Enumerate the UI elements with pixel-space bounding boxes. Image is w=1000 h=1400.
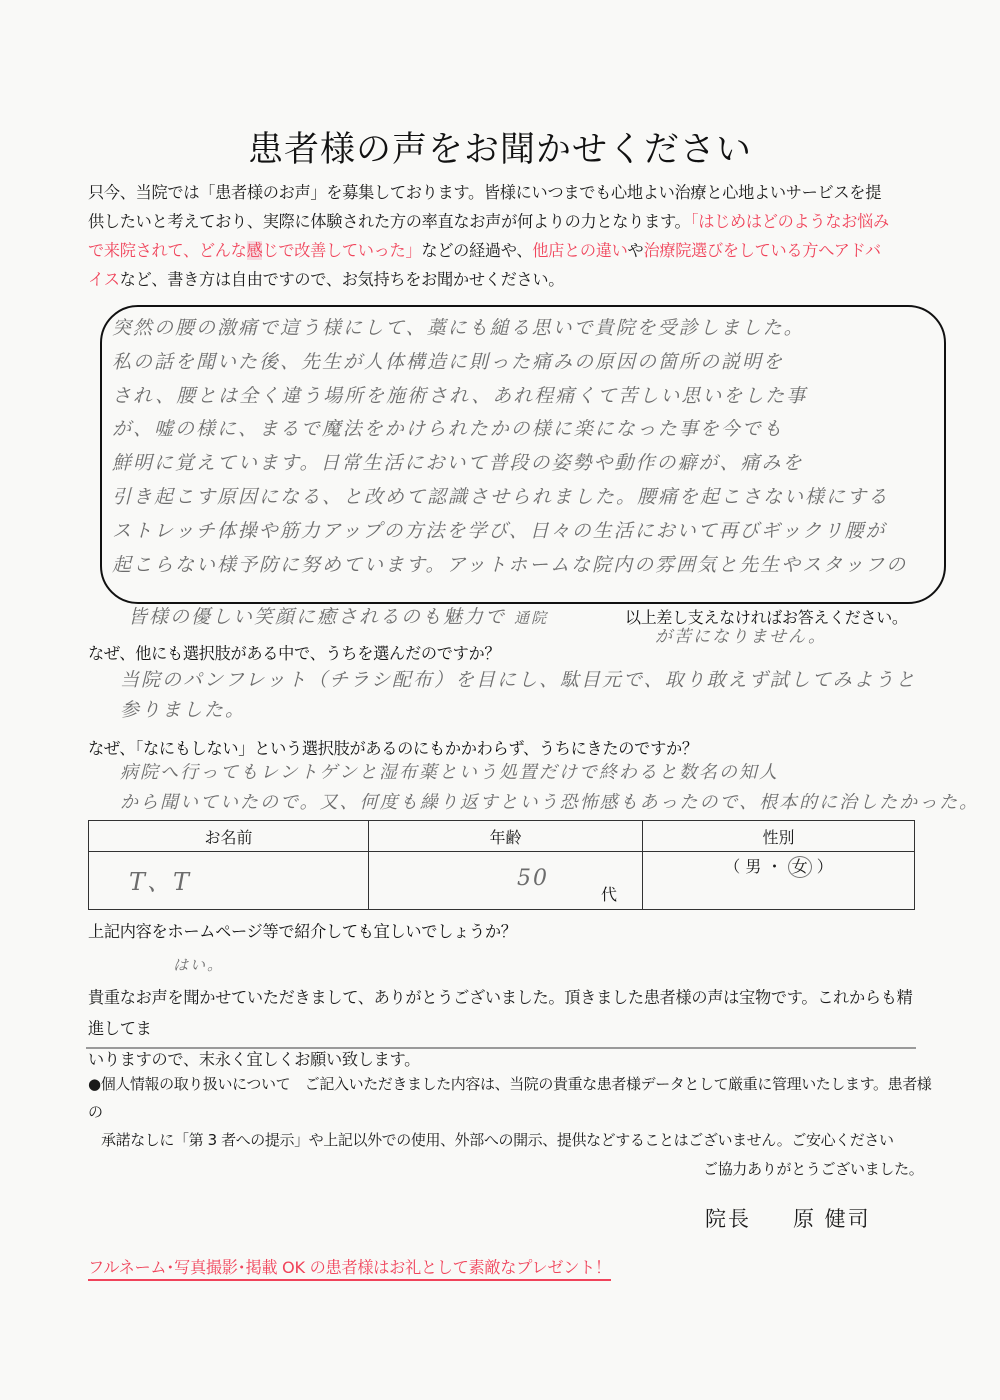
question-2-label: なぜ、「なにもしない」という選択肢があるのにもかかわらず、うちにきたのですか？: [88, 739, 698, 758]
present-note: フルネーム･写真撮影･掲載 OK の患者様はお礼として素敵なプレゼント！: [88, 1254, 611, 1281]
question-1-answer: [120, 665, 917, 725]
director-signature: [705, 1203, 871, 1233]
handwritten-review: [112, 312, 937, 582]
cooperation-thanks: ご協力ありがとうございました。: [703, 1160, 924, 1178]
age-value: 50: [517, 866, 549, 891]
answer-line: 病院へ行ってもレントゲンと湿布薬という処置だけで終わると数名の知人: [120, 762, 779, 783]
privacy-line: ●個人情報の取り扱いについて ご記入いただきました内容は、当院の貴重な患者様データとして厳重に管理いたします。患者様の: [88, 1075, 932, 1121]
header-name: お名前: [89, 821, 369, 852]
review-overflow-tail: 通院: [514, 609, 549, 627]
intro-highlight-text: じで改善していった」: [262, 241, 422, 260]
intro-highlight-text: 他店との違い: [532, 241, 628, 260]
gender-option-female-selected[interactable]: 女: [788, 856, 812, 878]
review-line: 鮮明に覚えています。日常生活において普段の姿勢や動作の癖が、痛みを: [112, 452, 804, 475]
header-gender: 性別: [643, 821, 915, 852]
review-overflow-tail-2: が苦になりません。: [655, 627, 828, 647]
patient-info-table: [88, 820, 915, 910]
section-divider: [86, 1047, 916, 1049]
privacy-notice: [88, 1070, 938, 1154]
age-unit: 代: [601, 885, 618, 904]
age-cell[interactable]: [369, 852, 643, 910]
header-age: 年齢: [369, 821, 643, 852]
intro-line-1: 只今、当院では「患者様のお声」を募集しております。皆様にいつまでも心地よい治療と心地よいサービスを提: [88, 183, 882, 202]
thanks-line: いりますので、末永く宜しくお願い致します。: [88, 1050, 421, 1069]
review-line: が、嘘の様に、まるで魔法をかけられたかの様に楽になった事を今でも: [112, 418, 784, 441]
paren-open: （: [724, 857, 741, 876]
question-2-answer: [120, 758, 979, 818]
director-name: 原 健司: [793, 1207, 871, 1231]
intro-highlight-text: 「はじめはどのようなお悩み: [690, 212, 889, 231]
intro-line-4: [88, 265, 928, 294]
review-overflow-text: 皆様の優しい笑顔に癒されるのも魅力で: [128, 606, 507, 628]
intro-text: 供したいと考えており、実際に体験された方の率直なお声が何よりの力となります。: [88, 212, 691, 231]
review-line: 引き起こす原因になる、と改めて認識させられました。腰痛を起こさない様にする: [112, 485, 890, 508]
thanks-paragraph: [88, 982, 928, 1075]
director-title: 院長: [705, 1207, 751, 1231]
review-line: 起こらない様予防に努めています。アットホームな院内の雰囲気と先生やスタッフの: [112, 553, 908, 576]
intro-highlight-text: イス: [88, 270, 120, 289]
answer-line: 当院のパンフレット（チラシ配布）を目にし、駄目元で、取り敢えず試してみようと: [120, 669, 917, 691]
intro-text: など、書き方は自由ですので、お気持ちをお聞かせください。: [119, 270, 565, 289]
paren-close: ）: [816, 857, 833, 876]
intro-paragraph: [88, 178, 928, 294]
privacy-line: 承諾なしに「第 3 者への提示」や上記以外での使用、外部への開示、提供などすることはございません。ご安心ください: [101, 1131, 894, 1149]
review-overflow-line: [128, 602, 548, 629]
intro-line-3: [88, 236, 928, 265]
thanks-line: 貴重なお声を聞かせていただきまして、ありがとうございました。頂きました患者様の声は宝物です。これからも精進してま: [88, 988, 913, 1038]
answer-line: 参りました。: [120, 699, 247, 721]
gender-option-male[interactable]: 男: [745, 857, 762, 876]
intro-highlight-mark: 感: [246, 241, 263, 260]
intro-highlight-text: 治療院選びをしている方へアドバ: [643, 241, 881, 260]
review-line: 私の話を聞いた後、先生が人体構造に則った痛みの原因の箇所の説明を: [112, 350, 785, 373]
intro-line-2: [88, 207, 928, 236]
separator: ・: [766, 857, 783, 876]
review-line: ストレッチ体操や筋力アップの方法を学び、日々の生活において再びギックリ腰が: [112, 519, 887, 542]
review-line: され、腰とは全く違う場所を施術され、あれ程痛くて苦しい思いをした事: [112, 384, 808, 407]
homepage-consent-question: 上記内容をホームページ等で紹介しても宜しいでしょうか？: [88, 922, 517, 941]
gender-cell[interactable]: [643, 852, 915, 910]
page-title: 患者様の声をお聞かせください: [247, 130, 752, 170]
answer-line: から聞いていたので。又、何度も繰り返すという恐怖感もあったので、根本的に治したかった。: [120, 792, 980, 813]
question-1-label: なぜ、他にも選択肢がある中で、うちを選んだのですか？: [88, 644, 501, 663]
gender-options: [643, 854, 914, 878]
homepage-consent-answer: はい。: [173, 956, 225, 974]
name-cell[interactable]: [89, 852, 369, 910]
intro-text: や: [627, 241, 644, 260]
review-line: 突然の腰の激痛で這う様にして、藁にも縋る思いで貴院を受診しました。: [112, 317, 805, 339]
name-value: T、T: [129, 868, 192, 896]
answer-prompt: 以上差し支えなければお答えください。: [625, 608, 908, 627]
intro-text: などの経過や、: [421, 241, 533, 260]
intro-highlight-text: で来院されて、どんな: [88, 241, 247, 260]
